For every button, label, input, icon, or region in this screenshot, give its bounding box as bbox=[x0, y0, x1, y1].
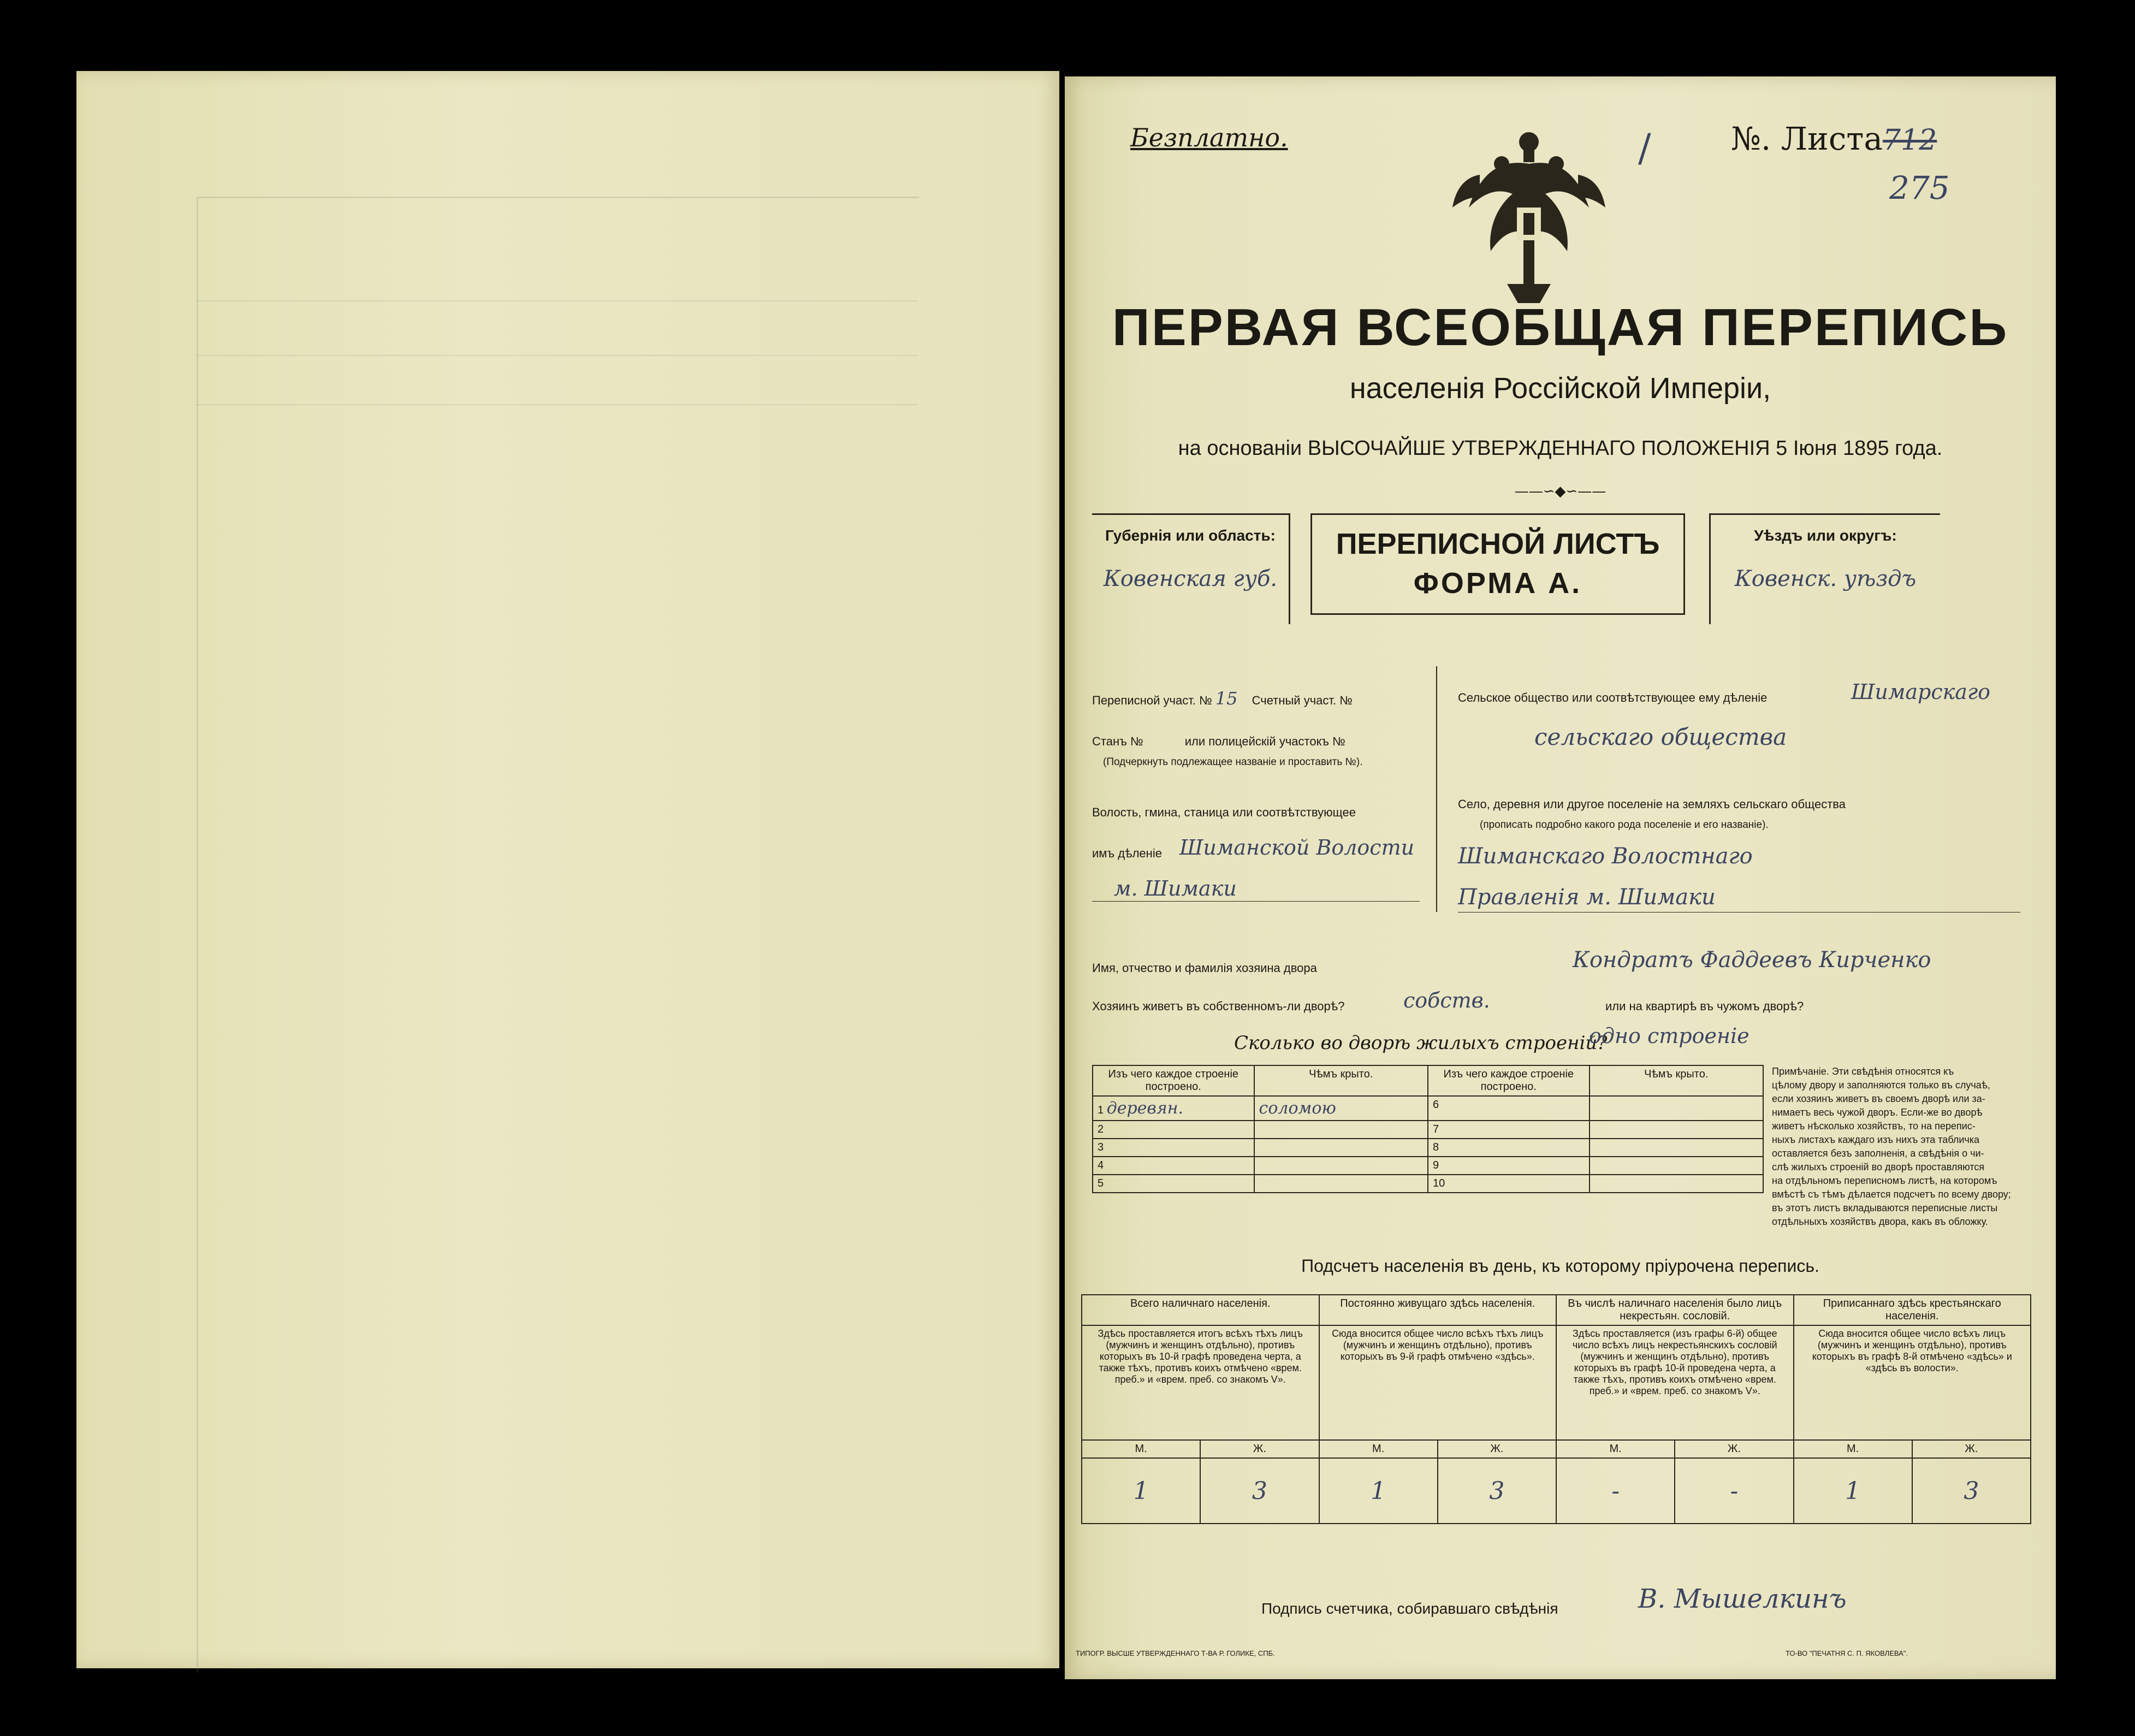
form-main-title: ПЕРВАЯ ВСЕОБЩАЯ ПЕРЕПИСЬ bbox=[1112, 298, 2009, 357]
uchastok-row: Переписной участ. № 15 Счетный участ. № bbox=[1092, 688, 1353, 709]
gubernia-box bbox=[1092, 513, 1290, 624]
buildings-table-header bbox=[1093, 1065, 1763, 1096]
table-row: 2 7 bbox=[1093, 1121, 1763, 1139]
owner-name-value: Кондратъ Фаддеевъ Кирченко bbox=[1573, 947, 1931, 973]
material-header: Изъ чего каждое строеніе построено. bbox=[1093, 1065, 1254, 1096]
village-label: Село, деревня или другое поселеніе на земляхъ сельскаго общества bbox=[1458, 797, 1846, 811]
note-text: Примѣчаніе. Эти свѣдѣнія относятся къ цѣлому двору и заполняются только въ случаѣ, если хозяинъ живетъ въ своемъ дворѣ или за- нимаетъ весь чужой дворъ. Если-же во дворѣ живетъ нѣсколько хозяйствъ, то на перепис- ныхъ листахъ каждаго изъ нихъ эта табличка оставляется безъ заполненія, а свѣдѣнія о чи- слѣ жилыхъ строеній во дворѣ проставляются на отдѣльномъ переписномъ листѣ, на которомъ вмѣстѣ съ тѣмъ дѣлается подсчетъ по всему двору; въ этотъ листъ вкладываются переписные листы отдѣльныхъ хозяйствъ двора, какъ въ обложку. bbox=[1772, 1066, 2011, 1227]
table-row: 4 9 bbox=[1093, 1157, 1763, 1175]
table-row: 1 деревян. соломою 6 bbox=[1093, 1096, 1763, 1121]
archive-number: 275 bbox=[1889, 169, 1950, 206]
buildings-count-label: Сколько во дворѣ жилыхъ строеній? bbox=[1234, 1032, 1608, 1054]
roof-header: Чѣмъ крыто. bbox=[1590, 1065, 1763, 1096]
form-title-box bbox=[1310, 513, 1685, 615]
uezd-box bbox=[1709, 513, 1940, 624]
table-row: 5 10 bbox=[1093, 1175, 1763, 1193]
form-subtitle: населенія Россійской Имперіи, bbox=[1349, 372, 1771, 405]
signature-value: В. Мышелкинъ bbox=[1638, 1584, 1847, 1614]
society-label: Сельское общество или соотвѣтствующее ему дѣленіе bbox=[1458, 691, 1768, 704]
owner-name-label: Имя, отчество и фамилія хозяина двора bbox=[1092, 961, 1317, 975]
volost-label-line2: имъ дѣленіе bbox=[1092, 846, 1162, 860]
tally-table bbox=[1081, 1294, 2031, 1524]
form-basis-line: на основаніи ВЫСОЧАЙШЕ УТВЕРЖДЕННАГО ПОЛОЖЕНІЯ 5 Іюня 1895 года. bbox=[1178, 437, 1943, 460]
own-yard-label: Хозяинъ живетъ въ собственномъ-ли дворѣ? bbox=[1092, 999, 1345, 1013]
table-row: 3 8 bbox=[1093, 1139, 1763, 1157]
printer-imprint-left: ТИПОГР. ВЫСШЕ УТВЕРЖДЕННАГО Т-ВА Р. ГОЛИКЕ, СПБ. bbox=[1076, 1649, 1275, 1657]
gubernia-value: Ковенская губ. bbox=[1103, 566, 1278, 591]
rent-yard-label: или на квартирѣ въ чужомъ дворѣ? bbox=[1605, 999, 1804, 1013]
form-title: ПЕРЕПИСНОЙ ЛИСТЪ bbox=[1336, 528, 1660, 560]
buildings-table bbox=[1092, 1065, 1764, 1193]
roof-header: Чѣмъ крыто. bbox=[1254, 1065, 1428, 1096]
village-value-2: Правленія м. Шимаки bbox=[1458, 885, 1716, 910]
stan-row: Станъ № или полицейскій участокъ № bbox=[1092, 734, 1345, 748]
left-page-blank bbox=[76, 71, 1059, 1668]
free-label: Безплатно. bbox=[1130, 123, 1288, 152]
sheet-number-value: 712 bbox=[1882, 124, 1937, 157]
bleed-through-frame bbox=[197, 197, 919, 1673]
imperial-eagle-emblem-icon bbox=[1447, 126, 1611, 306]
bleed-through-line bbox=[197, 355, 917, 356]
own-yard-value: собств. bbox=[1403, 988, 1490, 1012]
tally-header-row: Всего наличнаго населенія. Постоянно живущаго здѣсь населенія. Въ числѣ наличнаго населенія было лицъ некрестьян. сословій. Приписаннаго здѣсь крестьянскаго населенія. bbox=[1082, 1295, 2031, 1325]
bleed-through-line bbox=[197, 300, 917, 301]
sheet-number-label: №. Листа712 bbox=[1731, 120, 1937, 157]
tally-values-row: 1 3 1 3 - - 1 3 bbox=[1082, 1458, 2031, 1524]
field-column-divider bbox=[1436, 666, 1437, 912]
village-underline bbox=[1458, 912, 2020, 913]
uezd-label: Уѣздъ или округъ: bbox=[1754, 527, 1897, 544]
tally-mf-header-row: М. Ж. М. Ж. М. Ж. М. Ж. bbox=[1082, 1440, 2031, 1458]
buildings-count-value: одно строеніе bbox=[1589, 1024, 1749, 1048]
tally-title: Подсчетъ населенія въ день, къ которому пріурочена перепись. bbox=[1301, 1256, 1819, 1276]
uezd-value: Ковенск. уѣздъ bbox=[1734, 566, 1917, 591]
volost-label-line1: Волость, гмина, станица или соотвѣтствующее bbox=[1092, 805, 1356, 819]
census-form-page bbox=[1065, 76, 2056, 1679]
signature-label: Подпись счетчика, собиравшаго свѣдѣнія bbox=[1261, 1600, 1558, 1617]
society-value-2: сельскаго общества bbox=[1534, 724, 1787, 750]
check-mark: / bbox=[1638, 126, 1651, 170]
volost-underline bbox=[1092, 901, 1420, 902]
society-value-1: Шимарскаго bbox=[1851, 680, 1991, 704]
village-note: (прописать подробно какого рода поселеніе и его названіе). bbox=[1480, 819, 1769, 831]
village-value-1: Шиманскаго Волостнаго bbox=[1458, 844, 1753, 869]
uchastok-value: 15 bbox=[1215, 688, 1238, 709]
bleed-through-line bbox=[197, 404, 917, 405]
volost-value-2: м. Шимаки bbox=[1114, 876, 1237, 900]
ornament-divider: ——∽◆∽—— bbox=[1514, 483, 1606, 500]
tally-desc-row: Здѣсь проставляется итогъ всѣхъ тѣхъ лицъ (мужчинъ и женщинъ отдѣльно), противъ которыхъ въ 10-й графѣ проведена черта, а также тѣхъ, противъ коихъ отмѣчено «врем. преб.» и «врем. преб. со знакомъ V». Сюда вносится общее число всѣхъ тѣхъ лицъ (мужчинъ и женщинъ отдѣльно), противъ которыхъ въ 9-й графѣ отмѣчено «здѣсь». Здѣсь проставляется (изъ графы 6-й) общее число всѣхъ лицъ некрестьянскихъ сословій (мужчинъ и женщинъ отдѣльно), противъ которыхъ въ графѣ 10-й проведена черта, а также тѣхъ, противъ коихъ отмѣчено «врем. преб.» и «врем. преб. со знакомъ V». Сюда вносится общее число всѣхъ лицъ (мужчинъ и женщинъ отдѣльно), противъ которыхъ въ графѣ 8-й отмѣчено «здѣсь» и «здѣсь въ волости». bbox=[1082, 1325, 2031, 1440]
gubernia-label: Губернія или область: bbox=[1105, 527, 1276, 544]
printer-imprint-right: ТО-ВО "ПЕЧАТНЯ С. П. ЯКОВЛЕВА". bbox=[1786, 1649, 1908, 1657]
material-header: Изъ чего каждое строеніе построено. bbox=[1428, 1065, 1590, 1096]
volost-value-1: Шиманской Волости bbox=[1179, 836, 1415, 860]
stan-note: (Подчеркнуть подлежащее названіе и проставить №). bbox=[1103, 756, 1363, 768]
form-variant: ФОРМА А. bbox=[1413, 567, 1582, 600]
